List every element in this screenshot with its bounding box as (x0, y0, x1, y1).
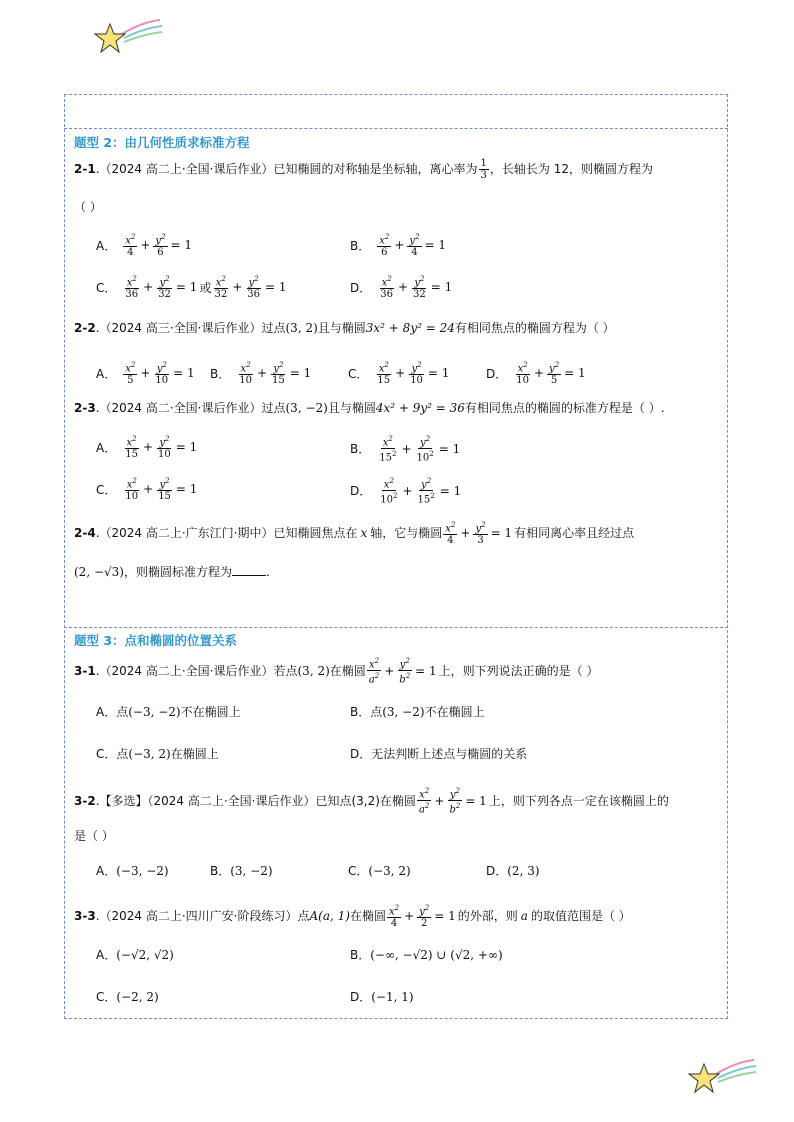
question-3-3: 3-3 .（2024 高二上·四川广安·阶段练习）点 A(a, 1) 在椭圆 $\frac{x^2}{4}$ + $\frac{y^2}{2}$ = 1 的外部，则 a 的取值范围是（ ） (74, 904, 631, 930)
question-2-2: 2-2.（2024 高三·全国·课后作业）过点(3, 2)且与椭圆3x² + 8y² = 24有相同焦点的椭圆方程为（ ） (74, 321, 615, 335)
option-c[interactable]: C． $\frac{x^2}{10}$ + $\frac{y^2}{15}$ = 1 (96, 477, 198, 503)
option-a[interactable]: A．点 (−3, −2) 不在椭圆上 (96, 704, 241, 719)
option-a[interactable]: A． $\frac{x^2}{15}$ + $\frac{y^2}{10}$ = 1 (96, 435, 198, 461)
question-3-2: 3-2 .【多选】（2024 高二上·全国·课后作业）已知点(3,2)在椭圆 $\frac{x^2}{a^2}$ + $\frac{y^2}{b^2}$ = 1 上，则下列各点一定在该椭圆上的 (74, 787, 669, 816)
option-b[interactable]: B．点 (3, −2) 不在椭圆上 (350, 704, 485, 719)
option-b[interactable]: B． $\frac{x^2}{15^2}$ + $\frac{y^2}{10^2}$ = 1 (350, 435, 461, 464)
option-a[interactable]: A． (−3, −2) (96, 863, 169, 878)
option-a[interactable]: A． (−√2, √2) (96, 947, 174, 962)
star-decoration-icon (92, 14, 164, 58)
question-text: .（2024 高二上·全国·课后作业）已知椭圆的对称轴是坐标轴，离心率为 (95, 162, 478, 176)
section-title: 题型 3：点和椭圆的位置关系 (74, 633, 238, 648)
question-text: ，长轴长为 12，则椭圆方程为 (489, 162, 653, 176)
question-text: (2, −√3)，则椭圆标准方程为 . (74, 565, 270, 579)
question-2-1 (74, 158, 720, 181)
question-text: （ ） (74, 200, 102, 214)
option-b[interactable]: B． (3, −2) (210, 863, 273, 878)
answer-blank[interactable] (232, 563, 266, 576)
option-d[interactable]: D． $\frac{x^2}{10^2}$ + $\frac{y^2}{15^2}$ = 1 (350, 477, 462, 506)
option-c[interactable]: C． $\frac{x^2}{15}$ + $\frac{y^2}{10}$ = 1 (348, 361, 450, 387)
option-a[interactable]: A． $\frac{x^2}{4}$ + $\frac{y^2}{6}$ = 1 (96, 233, 193, 259)
option-c[interactable]: C． (−3, 2) (348, 863, 411, 878)
option-d[interactable]: D． (−1, 1) (350, 989, 414, 1004)
question-2-3: 2-3.（2024 高二·全国·课后作业）过点(3, −2)且与椭圆4x² + 9y² = 36有相同焦点的椭圆的标准方程是（ ）. (74, 401, 665, 415)
section-divider (64, 128, 728, 129)
option-a[interactable]: A． $\frac{x^2}{5}$ + $\frac{y^2}{10}$ = 1 (96, 361, 195, 387)
option-c[interactable]: C． $\frac{x^2}{36}$ + $\frac{y^2}{32}$ = 1 或 $\frac{x^2}{32}$ + $\frac{y^2}{36}$ = 1 (96, 275, 287, 301)
question-3-1: 3-1 .（2024 高二上·全国·课后作业）若点 (3, 2) 在椭圆 $\frac{x^2}{a^2}$ + $\frac{y^2}{b^2}$ = 1 上，则下列说法正确的是（ ） (74, 657, 599, 686)
option-c[interactable]: C．点 (−3, 2) 在椭圆上 (96, 746, 219, 761)
question-2-4: 2-4 .（2024 高二上·广东江门·期中）已知椭圆焦点在 x 轴，它与椭圆 $\frac{x^2}{4}$ + $\frac{y^2}{3}$ = 1 有相同离心率且经过点 (74, 521, 635, 547)
question-text: 是（ ） (74, 829, 114, 843)
option-d[interactable]: D． $\frac{x^2}{36}$ + $\frac{y^2}{32}$ = 1 (350, 275, 453, 301)
section-title: 题型 2：由几何性质求标准方程 (74, 135, 250, 150)
option-d[interactable]: D．无法判断上述点与椭圆的关系 (350, 747, 528, 761)
option-b[interactable]: B． $\frac{x^2}{10}$ + $\frac{y^2}{15}$ = 1 (210, 361, 312, 387)
question-number: 2-1 (74, 162, 96, 176)
star-decoration-icon (686, 1054, 758, 1098)
option-c[interactable]: C． (−2, 2) (96, 989, 159, 1004)
fraction: $\frac{1}{3}$ (480, 158, 487, 181)
option-b[interactable]: B． (−∞, −√2) ∪ (√2, +∞) (350, 947, 503, 962)
option-b[interactable]: B． $\frac{x^2}{6}$ + $\frac{y^2}{4}$ = 1 (350, 233, 447, 259)
option-d[interactable]: D． $\frac{x^2}{10}$ + $\frac{y^2}{5}$ = 1 (486, 361, 586, 387)
option-d[interactable]: D． (2, 3) (486, 863, 540, 878)
section-divider (64, 627, 728, 628)
